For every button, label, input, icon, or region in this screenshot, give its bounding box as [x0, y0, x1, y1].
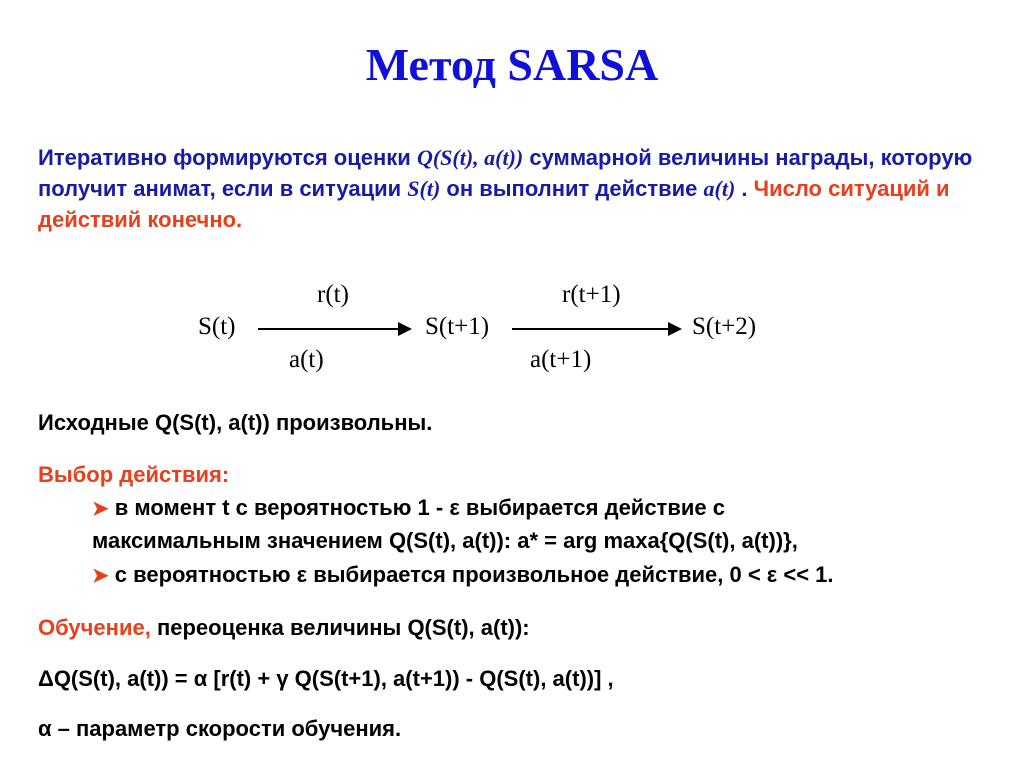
initial-values-text: Исходные Q(S(t), a(t)) произвольны. — [38, 410, 433, 435]
transition-arrow-2 — [512, 328, 680, 330]
alpha-note: α – параметр скорости обучения. — [38, 716, 402, 741]
action-label-2: a(t+1) — [530, 346, 592, 373]
intro-text-2: суммарной величины награды, которую получит анимат, если в ситуации — [38, 145, 973, 201]
intro-text-3: он выполнит действие — [440, 176, 704, 201]
intro-text-1: Итеративно формируются оценки — [38, 145, 417, 170]
learning-heading: Обучение, — [38, 615, 151, 640]
arrow-bullet-icon: ➤ — [92, 565, 109, 587]
intro-s-expr: S(t) — [407, 176, 441, 201]
state-label-2: S(t+1) — [425, 313, 490, 340]
reward-label-2: r(t+1) — [562, 281, 621, 308]
choice-bullet-2-text: с вероятностью ε выбирается произвольное действие, 0 < ε << 1. — [114, 562, 834, 587]
update-formula: ΔQ(S(t), a(t)) = α [r(t) + γ Q(S(t+1), a(t+1)) - Q(S(t), a(t))] , — [38, 666, 614, 691]
intro-red-note: Число ситуаций и действий конечно. — [38, 176, 950, 232]
learning-text: переоценка величины Q(S(t), a(t)): — [150, 615, 530, 640]
choice-heading: Выбор действия: — [38, 462, 230, 487]
page-title: Метод SARSA — [365, 39, 659, 90]
intro-a-expr: a(t) — [703, 176, 736, 201]
choice-bullet-2 — [92, 562, 834, 588]
reward-label-1: r(t) — [317, 281, 349, 308]
action-label-1: a(t) — [289, 346, 324, 373]
state-label-1: S(t) — [198, 313, 236, 340]
state-label-3: S(t+2) — [692, 313, 757, 340]
choice-bullet-1-continuation: максимальным значением Q(S(t), a(t)): a* = arg maxa{Q(S(t), a(t))}, — [92, 528, 798, 553]
choice-bullet-1-text: в момент t с вероятностью 1 - ε выбирается действие с — [114, 495, 725, 520]
arrow-bullet-icon: ➤ — [92, 498, 109, 520]
transition-arrow-1 — [258, 328, 410, 330]
choice-bullet-1 — [92, 495, 725, 521]
intro-paragraph — [38, 142, 978, 235]
learning-line — [38, 615, 530, 641]
intro-text-4: . — [735, 176, 754, 201]
intro-q-expr: Q(S(t), a(t)) — [416, 145, 524, 170]
